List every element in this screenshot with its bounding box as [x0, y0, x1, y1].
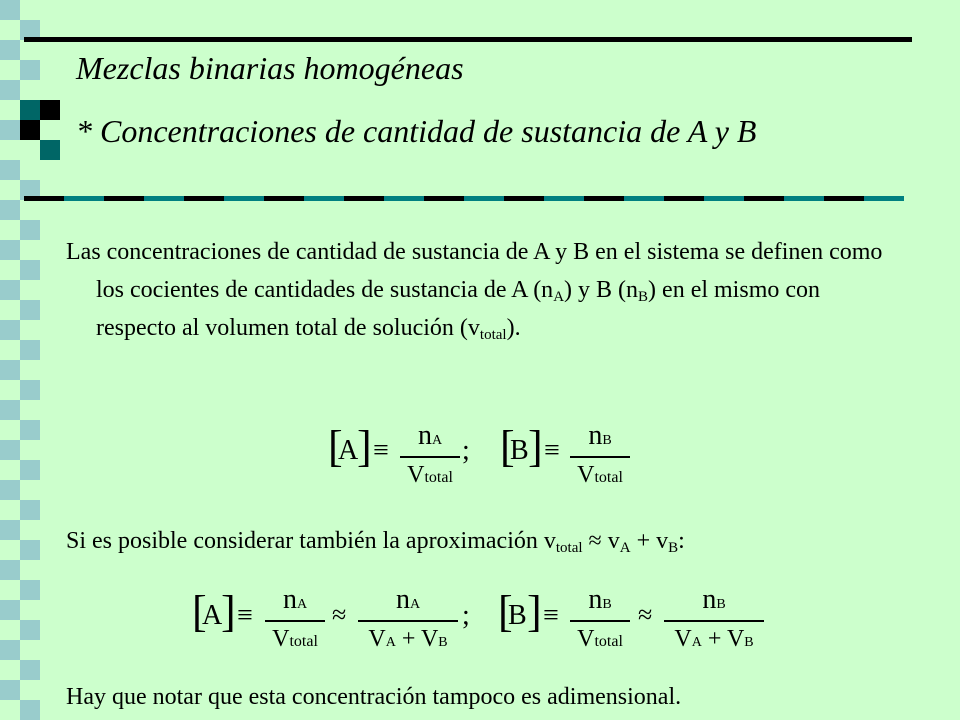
dash-segment [744, 196, 784, 201]
strip-square [0, 360, 20, 380]
strip-square [0, 40, 20, 60]
strip-square [20, 300, 40, 320]
accent-square [40, 120, 60, 140]
dash-segment [64, 196, 104, 201]
slide-subtitle: * Concentraciones de cantidad de sustancia de A y B [76, 113, 757, 149]
paragraph-definition: Las concentraciones de cantidad de sustancia de A y B en el sistema se definen como los cocientes de cantidades de sustancia de A $(n_A)$ y B $(n_B)$ en el mismo con respecto al volumen total de solución $(v_{total})$. [66, 239, 883, 343]
strip-square [0, 160, 20, 180]
strip-square [0, 440, 20, 460]
dash-segment [24, 196, 64, 201]
dashed-rule [24, 196, 904, 201]
strip-square [0, 320, 20, 340]
dash-segment [304, 196, 344, 201]
strip-square [20, 380, 40, 400]
paragraph-approximation: Si es posible considerar también la aproximación $v_{total} \approx v_A + v_B$: [66, 528, 685, 556]
dash-segment [784, 196, 824, 201]
dash-segment [264, 196, 304, 201]
strip-square [0, 240, 20, 260]
strip-square [20, 540, 40, 560]
strip-square [0, 200, 20, 220]
strip-square [0, 680, 20, 700]
strip-square [20, 580, 40, 600]
strip-square [0, 120, 20, 140]
dash-segment [384, 196, 424, 201]
strip-square [0, 80, 20, 100]
dash-segment [584, 196, 624, 201]
dash-segment [624, 196, 664, 201]
strip-square [20, 420, 40, 440]
strip-square [0, 600, 20, 620]
dash-segment [144, 196, 184, 201]
dash-segment [344, 196, 384, 201]
strip-square [0, 560, 20, 580]
dash-segment [424, 196, 464, 201]
strip-square [20, 700, 40, 720]
strip-square [20, 660, 40, 680]
accent-square [40, 100, 60, 120]
dash-segment [104, 196, 144, 201]
strip-square [0, 640, 20, 660]
strip-square [20, 620, 40, 640]
paragraph-note: Hay que notar que esta concentración tampoco es adimensional. [66, 684, 682, 710]
strip-square [20, 500, 40, 520]
strip-square [20, 340, 40, 360]
accent-square [20, 140, 40, 160]
dash-segment [224, 196, 264, 201]
strip-square [0, 400, 20, 420]
dash-segment [184, 196, 224, 201]
dash-segment [824, 196, 864, 201]
strip-square [20, 460, 40, 480]
dash-segment [664, 196, 704, 201]
slide-title: Mezclas binarias homogéneas [76, 50, 464, 86]
accent-square [40, 140, 60, 160]
dash-segment [544, 196, 584, 201]
strip-square [0, 480, 20, 500]
dash-segment [704, 196, 744, 201]
strip-square [20, 60, 40, 80]
strip-square [20, 260, 40, 280]
dash-segment [504, 196, 544, 201]
top-rule [24, 37, 912, 42]
strip-square [0, 280, 20, 300]
dash-segment [864, 196, 904, 201]
dash-segment [464, 196, 504, 201]
strip-square [0, 520, 20, 540]
strip-square [20, 220, 40, 240]
accent-square [20, 100, 40, 120]
accent-square [20, 120, 40, 140]
strip-square [0, 0, 20, 20]
